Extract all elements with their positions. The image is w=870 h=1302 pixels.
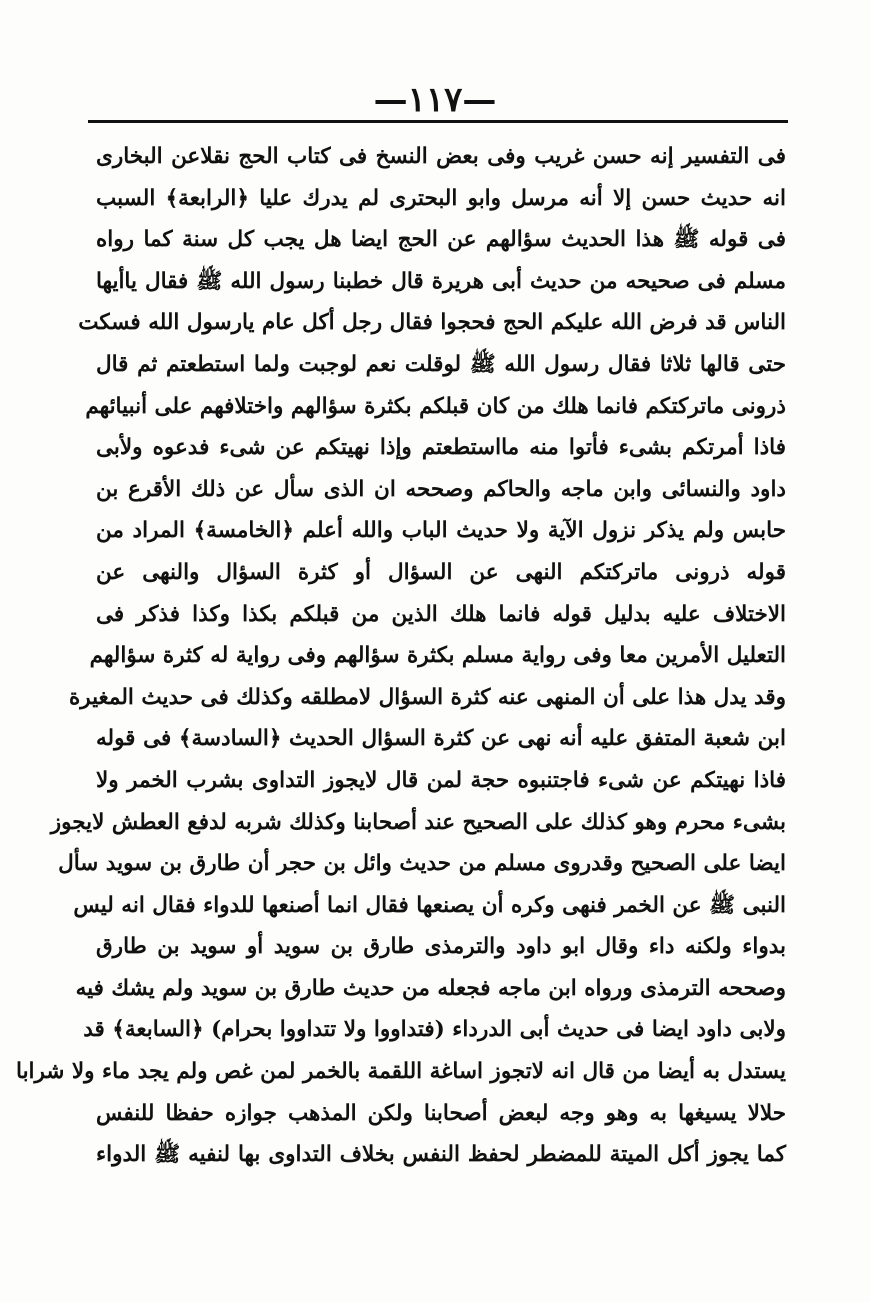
- text-line: فى قوله ﷺ هذا الحديث سؤالهم عن الحج ايضا هل يجب كل سنة كما رواه: [96, 227, 786, 253]
- text-line: انه حديث حسن إلا أنه مرسل وابو البحترى لم يدرك عليا ﴿الرابعة﴾ السبب: [96, 185, 786, 211]
- text-line: وصححه الترمذى ورواه ابن ماجه فجعله من حديث طارق بن سويد ولم يشك فيه: [75, 975, 786, 1001]
- text-line: حتى قالها ثلاثا فقال رسول الله ﷺ لوقلت نعم لوجبت ولما استطعتم ثم قال: [96, 351, 786, 377]
- text-line: حابس ولم يذكر نزول الآية ولا حديث الباب والله أعلم ﴿الخامسة﴾ المراد من: [96, 518, 786, 544]
- text-line: داود والنسائى وابن ماجه والحاكم وصححه ان الذى سأل عن ذلك الأقرع بن: [96, 476, 786, 502]
- text-line: فاذا أمرتكم بشىء فأتوا منه مااستطعتم وإذا نهيتكم عن شىء فدعوه ولأبى: [96, 435, 786, 461]
- text-line: مسلم فى صحيحه من حديث أبى هريرة قال خطبنا رسول الله ﷺ فقال ياأيها: [96, 268, 786, 294]
- text-line: الاختلاف عليه بدليل قوله فانما هلك الذين من قبلكم بكذا وكذا فذكر فى: [96, 601, 786, 627]
- text-line: يستدل به أيضا من قال انه لاتجوز اساغة اللقمة بالخمر لمن غص ولم يجد ماء ولا شرابا: [16, 1059, 786, 1085]
- page-number: —١١٧—: [373, 80, 497, 120]
- text-line: قوله ذرونى ماتركتكم النهى عن السؤال أو كثرة السؤال والنهى عن: [96, 559, 786, 585]
- text-line: حلالا يسيغها به وهو وجه لبعض أصحابنا ولكن المذهب جوازه حفظا للنفس: [96, 1100, 786, 1126]
- text-line: ابن شعبة المتفق عليه أنه نهى عن كثرة السؤال الحديث ﴿السادسة﴾ فى قوله: [96, 726, 786, 752]
- text-line: ولابى داود ايضا فى حديث أبى الدرداء (فتداووا ولا تتداووا بحرام) ﴿السابعة﴾ قد: [83, 1017, 786, 1043]
- text-line: كما يجوز أكل الميتة للمضطر لحفظ النفس بخلاف التداوى بها لنفيه ﷺ الدواء: [96, 1142, 786, 1168]
- text-line: فاذا نهيتكم عن شىء فاجتنبوه حجة لمن قال لايجوز التداوى بشرب الخمر ولا: [96, 767, 786, 793]
- text-line: بشىء محرم وهو كذلك على الصحيح عند أصحابنا وكذلك شربه لدفع العطش لايجوز: [50, 809, 786, 835]
- text-line: ذرونى ماتركتكم فانما هلك من كان قبلكم بكثرة سؤالهم واختلافهم على أنبيائهم: [85, 393, 786, 419]
- text-line: فى التفسير إنه حسن غريب وفى بعض النسخ فى كتاب الحج نقلاعن البخارى: [96, 144, 786, 169]
- text-line: ايضا على الصحيح وقدروى مسلم من حديث وائل بن حجر أن طارق بن سويد سأل: [58, 851, 786, 877]
- text-line: وقد يدل هذا على أن المنهى عنه كثرة السؤال لامطلقه وكذلك فى حديث المغيرة: [68, 684, 786, 710]
- body-text: [16, 136, 786, 1176]
- text-line: الناس قد فرض الله عليكم الحج فحجوا فقال رجل أكل عام يارسول الله فسكت: [78, 310, 786, 336]
- header-rule: [88, 120, 788, 123]
- text-line: التعليل الأمرين معا وفى رواية مسلم بكثرة سؤالهم وفى رواية له كثرة سؤالهم: [89, 643, 786, 669]
- text-line: النبى ﷺ عن الخمر فنهى وكره أن يصنعها فقال انما أصنعها للدواء فقال انه ليس: [73, 892, 786, 918]
- text-line: بدواء ولكنه داء وقال ابو داود والترمذى طارق بن سويد أو سويد بن طارق: [96, 934, 786, 960]
